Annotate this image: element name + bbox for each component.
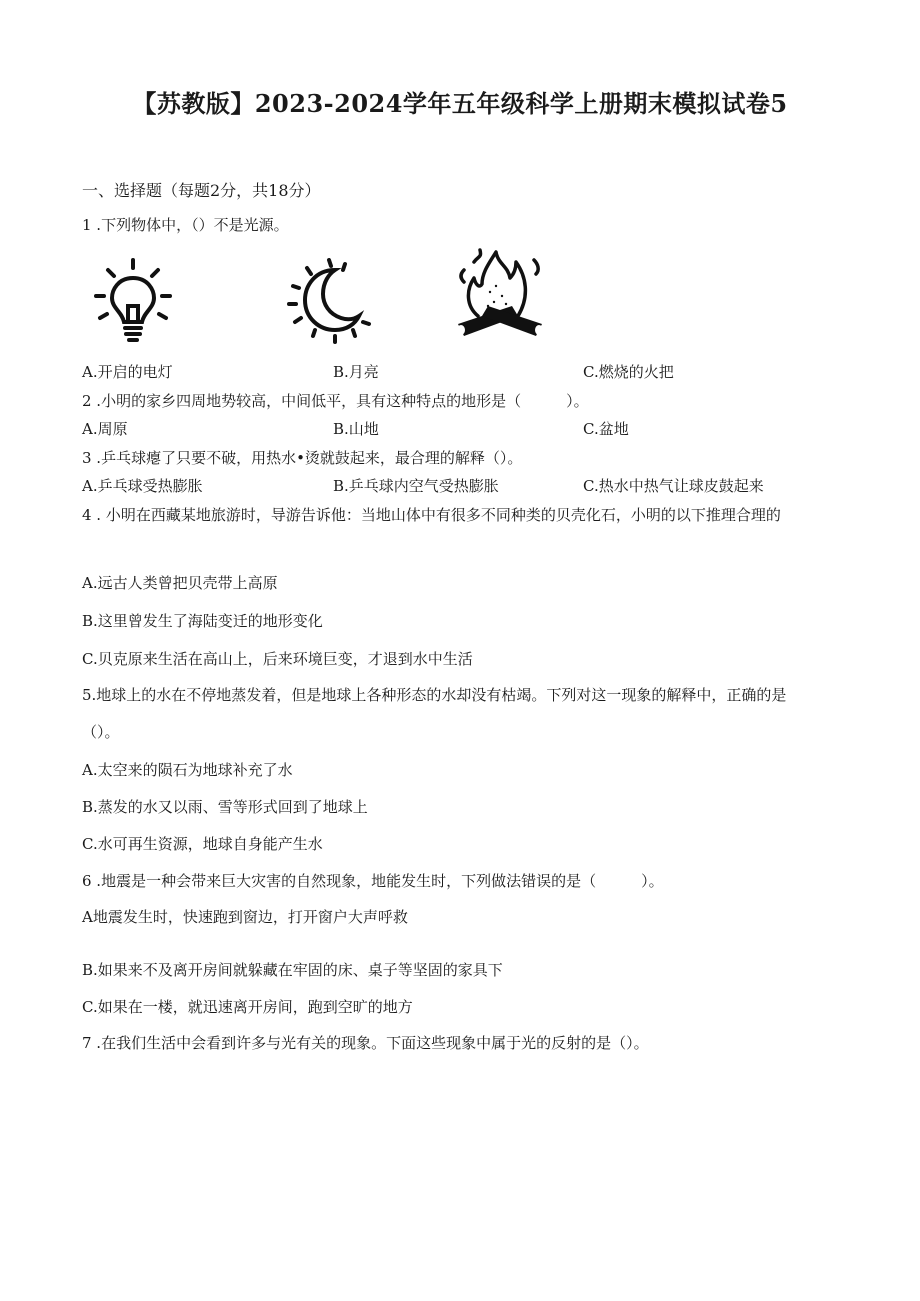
q6-option-c: C.如果在一楼，就迅速离开房间，跑到空旷的地方 xyxy=(82,998,413,1016)
moon-icon xyxy=(283,258,379,344)
question-1-stem: 1 .下列物体中，（）不是光源。 xyxy=(82,216,289,234)
question-6-stem: 6 .地震是一种会带来巨大灾害的自然现象，地能发生时，下列做法错误的是（ ）。 xyxy=(82,872,664,890)
q1-option-c: C.燃烧的火把 xyxy=(583,363,674,381)
q2-option-a: A.周原 xyxy=(82,420,128,438)
q2-option-b: B.山地 xyxy=(333,420,379,438)
page-title: 【苏教版】2023-2024学年五年级科学上册期末模拟试卷5 xyxy=(132,89,788,118)
q1-option-b: B.月亮 xyxy=(333,363,379,381)
q6-option-a: A地震发生时，快速跑到窗边，打开窗户大声呼救 xyxy=(82,908,408,926)
q6-option-b: B.如果来不及离开房间就躲藏在牢固的床、桌子等坚固的家具下 xyxy=(82,961,503,979)
q1-option-a: A.开启的电灯 xyxy=(82,363,173,381)
question-7-stem: 7 .在我们生活中会看到许多与光有关的现象。下面这些现象中属于光的反射的是（）。 xyxy=(82,1034,649,1052)
fire-icon xyxy=(452,240,548,344)
question-5-stem-cont: （）。 xyxy=(82,723,120,741)
question-2-stem: 2 .小明的家乡四周地势较高，中间低平，具有这种特点的地形是（ ）。 xyxy=(82,392,589,410)
q4-option-b: B.这里曾发生了海陆变迁的地形变化 xyxy=(82,612,323,630)
q2-option-c: C.盆地 xyxy=(583,420,629,438)
section-heading: 一、选择题（每题2分，共18分） xyxy=(82,181,321,200)
light-bulb-icon xyxy=(90,256,176,348)
question-3-stem: 3 .乒乓球瘪了只要不破，用热水•烫就鼓起来，最合理的解释（）。 xyxy=(82,449,523,467)
q3-option-c: C.热水中热气让球皮鼓起来 xyxy=(583,477,764,495)
q3-option-b: B.乒乓球内空气受热膨胀 xyxy=(333,477,499,495)
question-5-stem: 5.地球上的水在不停地蒸发着，但是地球上各种形态的水却没有枯竭。下列对这一现象的解释中，正确的是 xyxy=(82,686,787,704)
q5-option-a: A.太空来的陨石为地球补充了水 xyxy=(82,761,293,779)
q3-option-a: A.乒乓球受热膨胀 xyxy=(82,477,203,495)
question-4-stem: 4 . 小明在西藏某地旅游时，导游告诉他：当地山体中有很多不同种类的贝壳化石，小明的以下推理合理的 xyxy=(82,506,781,524)
q4-option-a: A.远古人类曾把贝壳带上高原 xyxy=(82,574,278,592)
q5-option-b: B.蒸发的水又以雨、雪等形式回到了地球上 xyxy=(82,798,368,816)
q4-option-c: C.贝克原来生活在高山上，后来环境巨变，才退到水中生活 xyxy=(82,650,473,668)
q5-option-c: C.水可再生资源，地球自身能产生水 xyxy=(82,835,323,853)
